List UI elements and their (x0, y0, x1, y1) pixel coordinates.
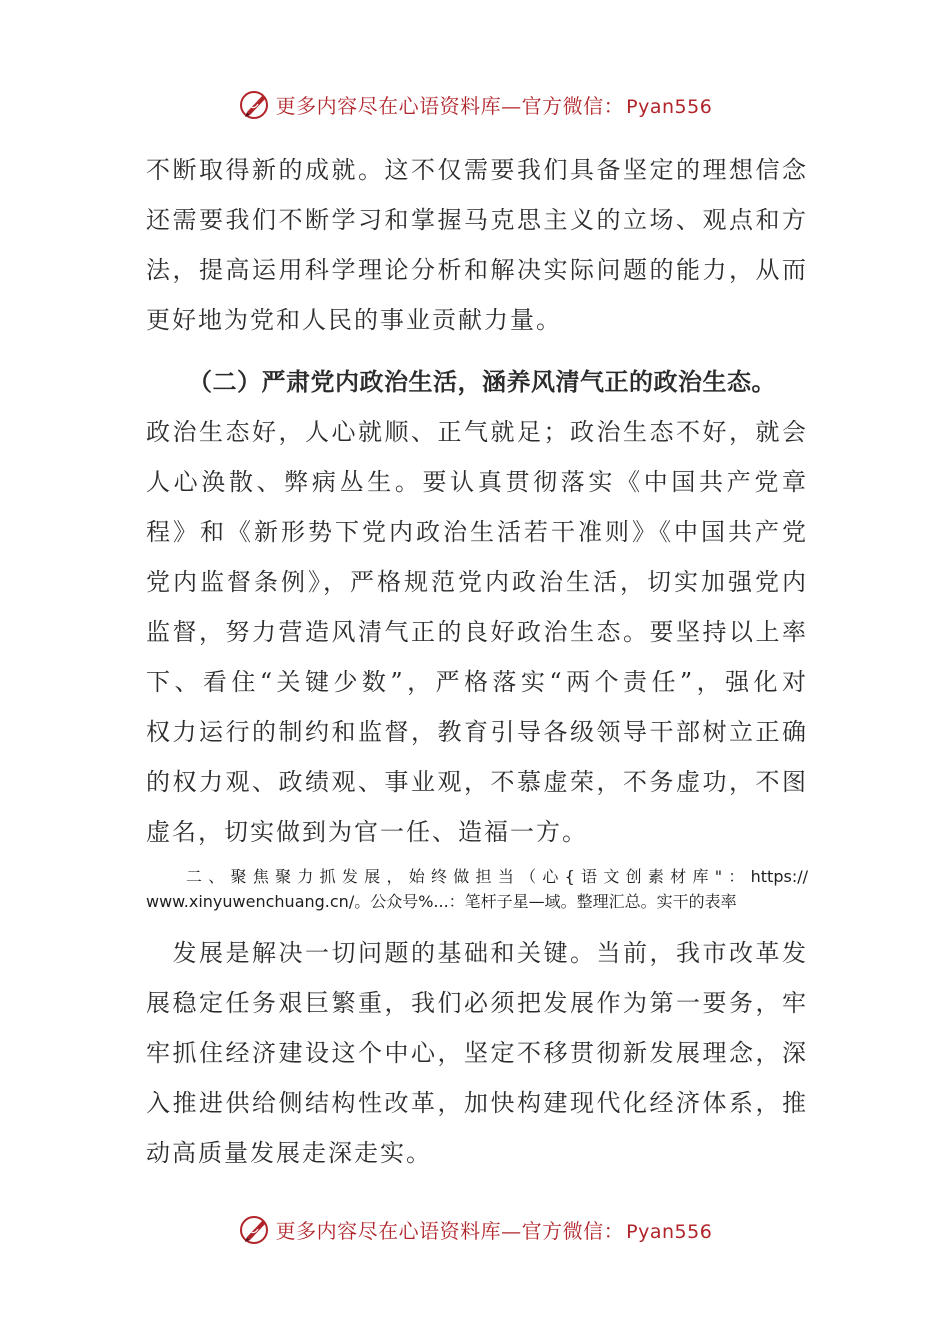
section-heading: （二）严肃党内政治生活，涵养风清气正的政治生态。 (188, 367, 776, 396)
text-line: 的权力观、政绩观、事业观，不慕虚荣，不务虚功，不图 (146, 768, 806, 796)
section-three (146, 928, 806, 1178)
text-line: 法，提高运用科学理论分析和解决实际问题的能力，从而 (146, 256, 806, 284)
text-line: 发展是解决一切问题的基础和关键。当前，我市改革发 (146, 939, 806, 967)
footer-banner (0, 1209, 950, 1249)
text-line: 展稳定任务艰巨繁重，我们必须把发展作为第一要务，牢 (146, 989, 806, 1017)
text-line: 权力运行的制约和监督，教育引导各级领导干部树立正确 (146, 718, 806, 746)
text-line: 动高质量发展走深走实。 (146, 1139, 432, 1167)
text-line: 政治生态好，人心就顺、正气就足；政治生态不好，就会 (146, 418, 806, 446)
watermark-note (146, 864, 808, 914)
text-line: 监督，努力营造风清气正的良好政治生态。要坚持以上率 (146, 618, 806, 646)
note-line: 二、聚焦聚力抓发展，始终做担当（心{语文创素材库"：https:// (186, 867, 808, 886)
pen-logo-icon (238, 87, 272, 121)
pen-logo-icon (238, 1212, 272, 1246)
header-banner (0, 84, 950, 124)
banner-text: 更多内容尽在心语资料库—官方微信： Pyan556 (275, 1218, 713, 1243)
text-line: 更好地为党和人民的事业贡献力量。 (146, 306, 562, 334)
text-line: 入推进供给侧结构性改革，加快构建现代化经济体系，推 (146, 1089, 806, 1117)
wechat-id: Pyan556 (626, 1220, 713, 1243)
text-line: 人心涣散、弊病丛生。要认真贯彻落实《中国共产党章 (146, 468, 806, 496)
wechat-id: Pyan556 (626, 95, 713, 118)
text-line: 还需要我们不断学习和掌握马克思主义的立场、观点和方 (146, 206, 806, 234)
text-line: 程》和《新形势下党内政治生活若干准则》《中国共产党 (146, 518, 806, 546)
text-line: 虚名，切实做到为官一任、造福一方。 (146, 818, 588, 846)
text-line: 下、看住“关键少数”，严格落实“两个责任”，强化对 (146, 668, 806, 696)
note-line: www.xinyuwenchuang.cn/。公众号%...：笔杆子星—域。整理汇总。实干的表率 (146, 892, 737, 911)
text-line: 党内监督条例》，严格规范党内政治生活，切实加强党内 (146, 568, 806, 596)
paragraph-continuation (146, 145, 806, 345)
text-line: 不断取得新的成就。这不仅需要我们具备坚定的理想信念 (146, 156, 806, 184)
text-line: 牢抓住经济建设这个中心，坚定不移贯彻新发展理念，深 (146, 1039, 806, 1067)
section-two (146, 357, 806, 857)
banner-text: 更多内容尽在心语资料库—官方微信： Pyan556 (275, 93, 713, 118)
